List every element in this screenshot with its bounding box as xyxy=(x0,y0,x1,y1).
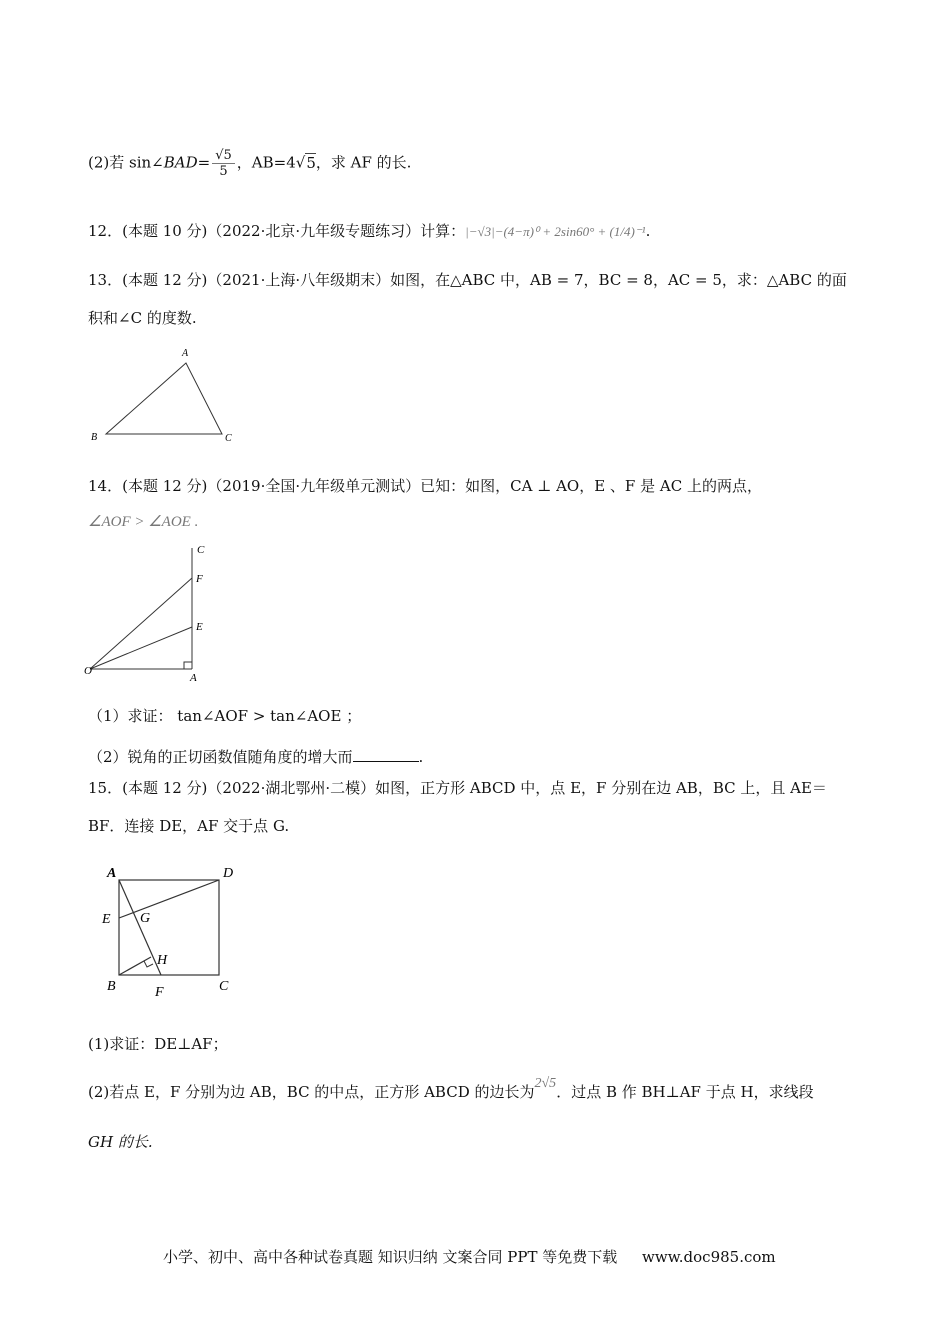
q15-label-g: G xyxy=(140,911,151,926)
q15-line1: 15．(本题 12 分)（2022·湖北鄂州·二模）如图，正方形 ABCD 中，点 E，F 分别在边 AB，BC 上，且 AE＝ xyxy=(88,779,827,797)
q11-ab: ，AB=4 xyxy=(236,153,296,172)
q11-part2: (2)若 sin∠BAD= $\frac{√5}{5}$ ，AB=4√5，求 AF 的长. xyxy=(88,148,412,179)
q13-label-a: A xyxy=(182,348,189,359)
q15-part2 xyxy=(88,1076,814,1105)
q14-part2-prefix: （2）锐角的正切函数值随角度的增大而 xyxy=(88,748,353,766)
q11-frac-num: √5 xyxy=(212,148,235,164)
q14-label-c: C xyxy=(197,544,205,556)
q15-label-d: D xyxy=(223,866,234,881)
q11-bad: BAD xyxy=(163,153,198,172)
q13-line1: 13．(本题 12 分)（2021·上海·八年级期末）如图，在△ABC 中，AB = 7，BC = 8，AC = 5，求：△ABC 的面 xyxy=(88,271,847,289)
q15-label-h: H xyxy=(157,953,168,968)
q15-label-b: B xyxy=(107,979,116,994)
q15-square-figure xyxy=(95,858,245,1000)
q15-line2: BF．连接 DE，AF 交于点 G. xyxy=(88,817,290,835)
q14-part2 xyxy=(88,746,423,768)
q11-fraction xyxy=(212,148,235,179)
q14-figure xyxy=(82,538,222,686)
q15-label-f: F xyxy=(155,985,164,1000)
q14-label-o: O xyxy=(84,665,92,677)
q15-part1: (1)求证：DE⊥AF； xyxy=(88,1035,228,1053)
q13-label-b: B xyxy=(91,432,98,443)
q13-triangle-figure xyxy=(85,342,245,450)
q14-label-f: F xyxy=(196,573,203,585)
q14-label-e: E xyxy=(196,621,203,633)
q14-part2-tail: . xyxy=(418,748,424,766)
footer-url[interactable]: www.doc985.com xyxy=(642,1248,776,1266)
q11-frac-den: 5 xyxy=(219,164,228,179)
q15-label-e: E xyxy=(102,912,111,927)
q12-expression: |−√3|−(4−π)⁰ + 2sin60° + (1/4)⁻¹ xyxy=(465,224,646,239)
q15-part2-a: (2)若点 E，F 分别为边 AB，BC 的中点，正方形 ABCD 的边长为 xyxy=(88,1083,535,1101)
q15-label-a: A xyxy=(107,866,117,881)
q13-label-c: C xyxy=(225,433,232,444)
page-footer xyxy=(163,1246,776,1267)
q14-line2: ∠AOF > ∠AOE . xyxy=(88,514,199,530)
q14-answer-blank[interactable] xyxy=(353,747,419,762)
q13-line2: 积和∠C 的度数. xyxy=(88,309,197,327)
q12 xyxy=(88,220,650,243)
q15-part2-c: ．过点 B 作 BH⊥AF 于点 H，求线段 xyxy=(556,1083,814,1101)
q11-eq: = xyxy=(197,153,211,172)
q12-tail: . xyxy=(645,222,651,240)
footer-text: 小学、初中、高中各种试卷真题 知识归纳 文案合同 PPT 等免费下载 xyxy=(163,1248,618,1266)
q11-part2-prefix: (2)若 sin∠ xyxy=(88,153,164,172)
q14-label-a: A xyxy=(190,672,197,684)
q14-line1: 14．(本题 12 分)（2019·全国·九年级单元测试）已知：如图，CA ⊥ AO，E 、F 是 AC 上的两点， xyxy=(88,477,762,495)
q14-part1: （1）求证： tan∠AOF > tan∠AOE ； xyxy=(88,707,362,725)
q15-part2-line2: GH 的长. xyxy=(88,1133,153,1151)
q12-head: 12．(本题 10 分)（2022·北京·九年级专题练习）计算： xyxy=(88,222,466,240)
q11-tail: ，求 AF 的长. xyxy=(315,153,412,172)
q15-label-c: C xyxy=(219,979,229,994)
q15-side-length: 2√5 xyxy=(534,1076,557,1091)
q11-sqrt: 5 xyxy=(306,153,316,172)
